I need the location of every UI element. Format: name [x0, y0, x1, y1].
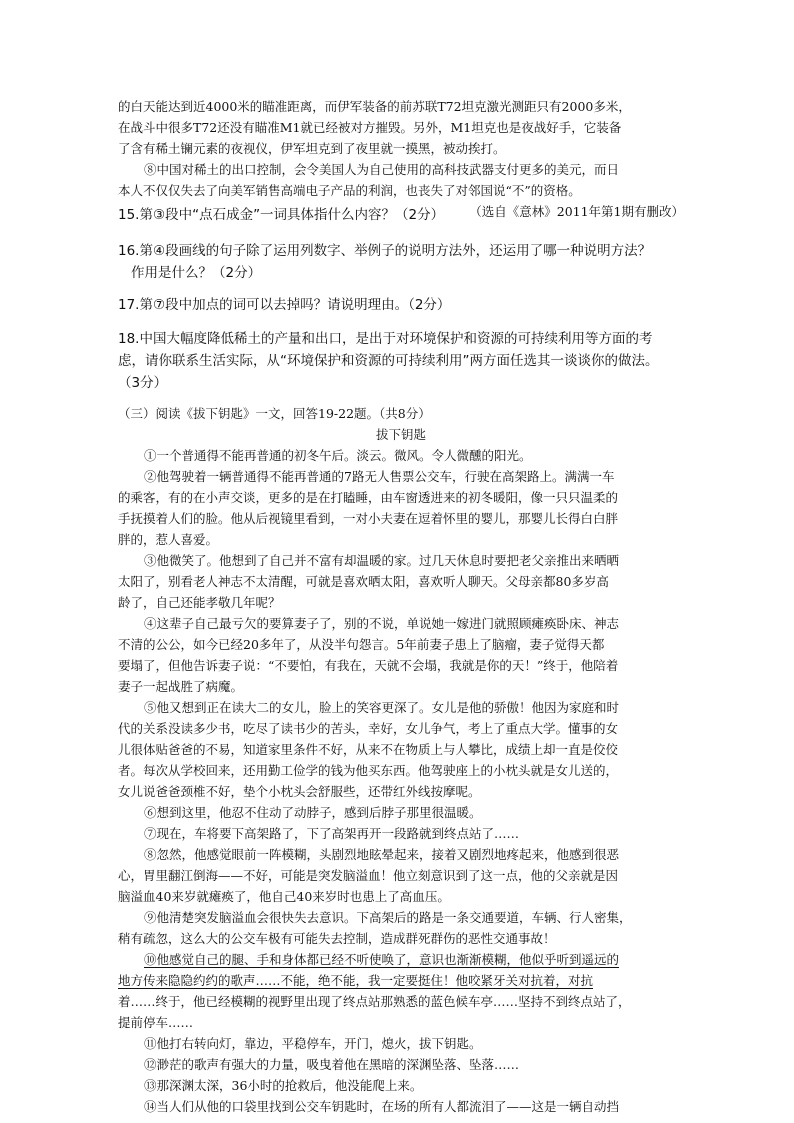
story-title: 拔下钥匙	[375, 427, 426, 442]
question-line: 15.第③段中“点石成金”一词具体指什么内容？（2分）	[118, 207, 445, 223]
story-line: 太阳了，别看老人神志不太清醒，可就是喜欢晒太阳，喜欢听人聊天。父母亲都80多岁高	[118, 574, 609, 589]
text-line: 的白天能达到近4000米的瞄准距离，而伊军装备的前苏联T72坦克激光测距只有2000多米，	[118, 99, 631, 114]
story-line: ⑤他又想到正在读大二的女儿，脸上的笑容更深了。女儿是他的骄傲！他因为家庭和时	[144, 700, 620, 715]
story-line: ⑭当人们从他的口袋里找到公交车钥匙时，在场的所有人都流泪了——这是一辆自动挡	[144, 1099, 620, 1114]
story-line: ④这辈子自己最亏欠的要算妻子了，别的不说，单说她一嫁进门就照顾瘫痪卧床、神志	[144, 616, 620, 631]
question-line: 16.第④段画线的句子除了运用列数字、举例子的说明方法外，还运用了哪一种说明方法？	[118, 243, 652, 259]
story-line: ⑨他清楚突发脑溢血会很快失去意识。下高架后的路是一条交通要道，车辆、行人密集，	[144, 910, 632, 925]
section-3	[118, 403, 684, 1117]
story-line: 者。每次从学校回来，还用勤工俭学的钱为他买东西。他驾驶座上的小枕头就是女儿送的，	[118, 763, 619, 778]
paragraph-8-line: ⑧中国对稀土的出口控制，会令美国人为自己使用的高科技武器支付更多的美元，而日	[144, 162, 620, 177]
question-line: 18.中国大幅度降低稀土的产量和出口，是出于对环境保护和资源的可持续利用等方面的考	[118, 331, 653, 347]
paragraph-8-line: 本人不仅仅失去了向美军销售高端电子产品的利润，也丧失了对邻国说“不”的资格。	[118, 183, 581, 198]
underlined-story-line: ⑩他感觉自己的腿、手和身体都已经不听使唤了，意识也渐渐模糊，他似乎听到遥远的	[144, 952, 620, 967]
story-line: 脑溢血40来岁就瘫痪了，他自己40来岁时也患上了高血压。	[118, 889, 450, 904]
story-line: ②他驾驶着一辆普通得不能再普通的7路无人售票公交车，行驶在高架路上。满满一车	[144, 469, 615, 484]
question-15	[118, 204, 684, 226]
story-line: 着……终于，他已经模糊的视野里出现了终点站那熟悉的蓝色候车亭……坚持不到终点站了，	[118, 994, 631, 1009]
story-line: 提前停车……	[118, 1015, 194, 1030]
text-line: 了含有稀土镧元素的夜视仪，伊军坦克到了夜里就一摸黑，被动挨打。	[118, 141, 506, 156]
question-17	[118, 294, 684, 316]
question-16	[118, 240, 684, 284]
story-line: ③他微笑了。他想到了自己并不富有却温暖的家。过几天休息时要把老父亲推出来晒晒	[144, 553, 620, 568]
story-line: 胖的，惹人喜爱。	[118, 532, 219, 547]
story-line: ①一个普通得不能再普通的初冬午后。淡云。微风。令人微醺的阳光。	[144, 448, 532, 463]
story-body	[118, 445, 684, 1117]
story-line: 不清的公公，如今已经20多年了，从没半句怨言。5年前妻子患上了脑瘤，妻子觉得天都	[118, 637, 605, 652]
story-line: 的乘客，有的在小声交谈，更多的是在打瞌睡，由车窗透进来的初冬暖阳，像一只只温柔的	[118, 490, 619, 505]
story-line: ⑪他打右转向灯，靠边，平稳停车，开门，熄火，拔下钥匙。	[144, 1036, 482, 1051]
story-line: 龄了，自己还能孝敬几年呢？	[118, 595, 281, 610]
story-line: 妻子一起战胜了病魔。	[118, 679, 244, 694]
question-line: （3分）	[118, 375, 168, 391]
question-line: 虑，请你联系生活实际，从“环境保护和资源的可持续利用”两方面任选其一谈谈你的做法。	[118, 353, 659, 369]
story-line: 女儿说爸爸颈椎不好，垫个小枕头会舒服些，还带红外线按摩呢。	[118, 784, 481, 799]
text-line: 在战斗中很多T72还没有瞄准M1就已经被对方摧毁。另外，M1坦克也是夜战好手，它装备	[118, 120, 622, 135]
story-line: 代的关系没读多少书，吃尽了读书少的苦头，幸好，女儿争气，考上了重点大学。懂事的女	[118, 721, 619, 736]
story-line: 儿很体贴爸爸的不易，知道家里条件不好，从来不在物质上与人攀比，成绩上却一直是佼佼	[118, 742, 619, 757]
article-source: （选自《意林》2011年第1期有删改）	[469, 204, 684, 219]
question-line: 作用是什么？（2分）	[131, 265, 262, 281]
story-line: 稍有疏忽，这么大的公交车极有可能失去控制，造成群死群伤的恶性交通事故！	[118, 931, 556, 946]
story-line: ⑫渺茫的歌声有强大的力量，吸曳着他在黑暗的深渊坠落、坠落……	[144, 1057, 520, 1072]
question-18	[118, 328, 684, 394]
story-line: 手抚摸着人们的脸。他从后视镜里看到，一对小夫妻在逗着怀里的婴儿，那婴儿长得白白胖	[118, 511, 619, 526]
story-line: 要塌了，但他告诉妻子说：“不要怕，有我在，天就不会塌，我就是你的天！”终于，他陪着	[118, 658, 619, 673]
story-line: 心，胃里翻江倒海——不好，可能是突发脑溢血！他立刻意识到了这一点，他的父亲就是因	[118, 868, 619, 883]
story-line: ⑧忽然，他感觉眼前一阵模糊，头剧烈地眩晕起来，接着又剧烈地疼起来，他感到很恶	[144, 847, 620, 862]
story-line: ⑬那深渊太深，36小时的抢救后，他没能爬上来。	[144, 1078, 423, 1093]
story-line: ⑥想到这里，他忍不住动了动脖子，感到后脖子那里很温暖。	[144, 805, 482, 820]
story-line: ⑦现在，车将要下高架路了，下了高架再开一段路就到终点站了……	[144, 826, 520, 841]
section-header: （三）阅读《拔下钥匙》一文，回答19-22题。（共8分）	[118, 406, 431, 421]
question-line: 17.第⑦段中加点的词可以去掉吗？请说明理由。（2分）	[118, 297, 451, 313]
underlined-story-line: 地方传来隐隐约约的歌声……不能，绝不能，我一定要挺住！他咬紧牙关对抗着，对抗	[118, 973, 594, 988]
